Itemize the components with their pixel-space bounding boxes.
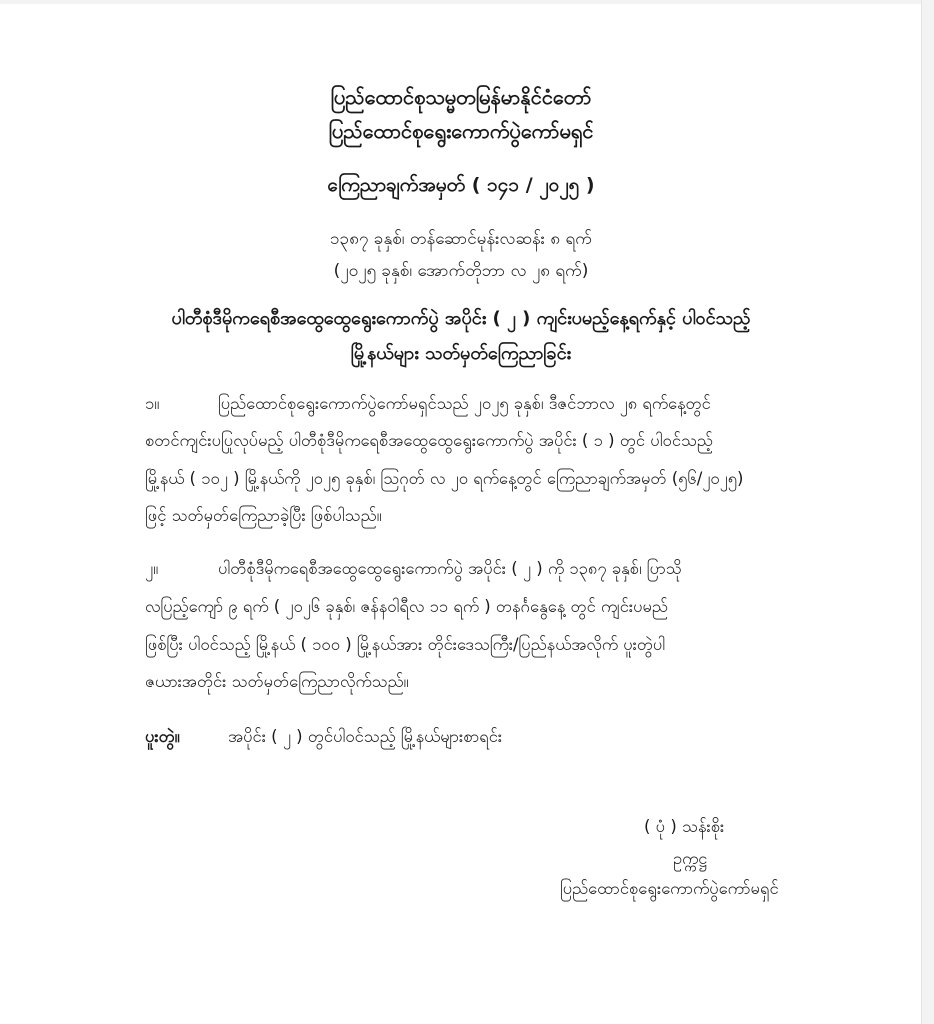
- paragraph-2-line-4: ဇယားအတိုင်း သတ်မှတ်ကြေညာလိုက်သည်။: [145, 672, 409, 691]
- attachment-label: ပူးတွဲ။: [145, 727, 180, 746]
- notice-number: ကြေညာချက်အမှတ် ( ၁၄၁ / ၂၀၂၅ ): [327, 174, 595, 196]
- paragraph-2-line-3: ဖြစ်ပြီး ပါဝင်သည့် မြို့နယ် ( ၁၀၀ ) မြို့နယ်အား တိုင်းဒေသကြီး/ပြည်နယ်အလိုက် ပူးတွဲပါ: [145, 635, 666, 654]
- signature-name: ( ပုံ ) သန်းစိုး: [644, 817, 725, 836]
- paragraph-1-number: ၁။: [145, 394, 160, 413]
- paragraph-1-line-4: ဖြင့် သတ်မှတ်ကြေညာခဲ့ပြီး ဖြစ်ပါသည်။: [145, 506, 382, 525]
- subject-line-2: မြို့နယ်များ သတ်မှတ်ကြေညာခြင်း: [350, 343, 572, 364]
- page-top-edge: [0, 0, 934, 4]
- signature-title: ဥက္ကဋ္ဌ: [673, 849, 708, 868]
- paragraph-2-number: ၂။: [145, 559, 159, 578]
- header-commission: ပြည်ထောင်စုရွေးကောက်ပွဲကော်မရှင်: [328, 119, 594, 143]
- paragraph-1-line-1: ပြည်ထောင်စုရွေးကောက်ပွဲကော်မရှင်သည် ၂၀၂၅ ခုနှစ်၊ ဒီဇင်ဘာလ ၂၈ ရက်နေ့တွင်: [218, 394, 711, 413]
- page-right-edge: [921, 0, 934, 1024]
- date-myanmar: ၁၃၈၇ ခုနှစ်၊ တန်ဆောင်မုန်းလဆန်း ၈ ရက်: [330, 229, 592, 249]
- paragraph-1-line-2: စတင်ကျင်းပပြုလုပ်မည့် ပါတီစုံဒီမိုကရေစီအထွေထွေရွေးကောက်ပွဲ အပိုင်း ( ၁ ) တွင် ပါဝင်သည့်: [145, 431, 713, 450]
- signature-organization: ပြည်ထောင်စုရွေးကောက်ပွဲကော်မရှင်: [560, 879, 779, 898]
- date-gregorian: (၂၀၂၅ ခုနှစ်၊ အောက်တိုဘာ လ ၂၈ ရက်): [333, 261, 589, 281]
- paragraph-2-line-1: ပါတီစုံဒီမိုကရေစီအထွေထွေရွေးကောက်ပွဲ အပိုင်း ( ၂ ) ကို ၁၃၈၇ ခုနှစ်၊ ပြာသို: [218, 559, 682, 578]
- attachment-text: အပိုင်း ( ၂ ) တွင်ပါဝင်သည့် မြို့နယ်များစာရင်း: [228, 727, 503, 746]
- paragraph-2-line-2: လပြည့်ကျော် ၉ ရက် ( ၂၀၂၆ ခုနှစ်၊ ဇန်နဝါရီလ ၁၁ ရက် ) တနင်္ဂနွေနေ့ တွင် ကျင်းပမည်: [145, 597, 668, 616]
- paragraph-1-line-3: မြို့နယ် ( ၁၀၂ ) မြို့နယ်ကို ၂၀၂၅ ခုနှစ်၊ ဩဂုတ် လ ၂၀ ရက်နေ့တွင် ကြေညာချက်အမှတ် (၅၆/၂၀၂၅): [145, 469, 744, 488]
- header-country: ပြည်ထောင်စုသမ္မတမြန်မာနိုင်ငံတော်: [330, 85, 592, 109]
- subject-line-1: ပါတီစုံဒီမိုကရေစီအထွေထွေရွေးကောက်ပွဲ အပိုင်း ( ၂ ) ကျင်းပမည့်နေ့ရက်နှင့် ပါဝင်သည့်: [171, 308, 751, 329]
